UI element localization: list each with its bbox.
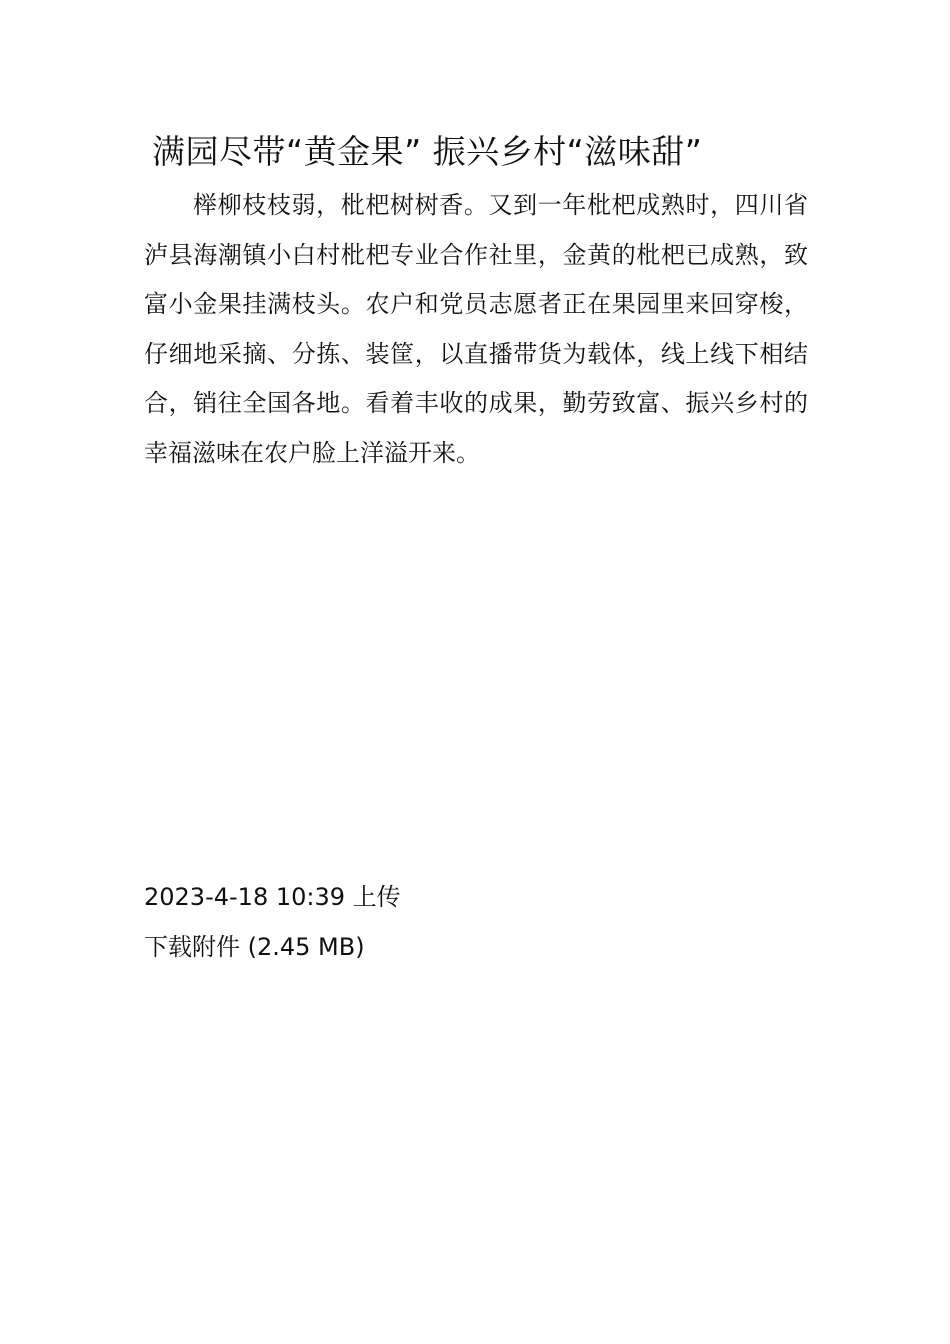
article-body: 榉柳枝枝弱，枇杷树树香。又到一年枇杷成熟时，四川省泸县海潮镇小白村枇杷专业合作社里，金黄的枇杷已成熟，致富小金果挂满枝头。农户和党员志愿者正在果园里来回穿梭，仔细地采摘、分拣、装筐，以直播带货为载体，线上线下相结合，销往全国各地。看着丰收的成果，勤劳致富、振兴乡村的幸福滋味在农户脸上洋溢开来。: [144, 191, 808, 467]
article-title: 满园尽带“黄金果” 振兴乡村“滋味甜”: [152, 132, 703, 171]
upload-timestamp: 2023-4-18 10:39 上传: [144, 883, 401, 911]
download-attachment-link[interactable]: 下载附件 (2.45 MB): [144, 933, 365, 961]
